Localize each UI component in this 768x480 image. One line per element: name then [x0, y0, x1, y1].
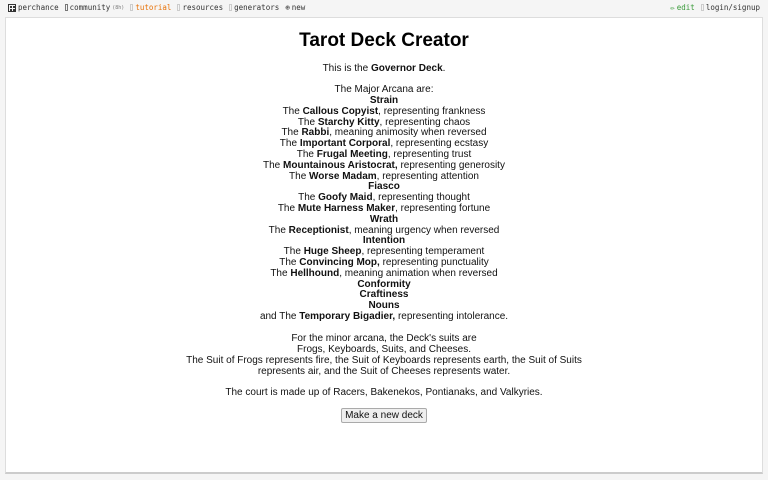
arcana-group-heading: Nouns [368, 300, 400, 312]
court-line: The court is made up of Racers, Bakenekos, Pontianaks, and Valkyries. [225, 387, 543, 398]
plus-circle-icon: ⊕ [285, 3, 290, 12]
card-name: Mute Harness Maker [297, 202, 396, 214]
intro-line: This is the Governor Deck. [322, 63, 446, 74]
minor-arcana-line-2: Frogs, Keyboards, Suits, and Cheeses. [297, 344, 471, 355]
minor-arcana-line-3: The Suit of Frogs represents fire, the Suit of Keyboards represents earth, the Suit of Suits [186, 355, 582, 366]
arcana-group-heading: Craftiness [359, 289, 409, 301]
nav-tutorial-label: tutorial [135, 3, 172, 12]
card-name: Mountainous Aristocrat, [283, 159, 398, 171]
card-name: Goofy Maid [318, 192, 373, 204]
minor-arcana-line-4: represents air, and the Suit of Cheeses represents water. [257, 366, 511, 377]
box-icon [130, 4, 133, 11]
card-name: Convincing Mop, [299, 256, 380, 268]
arcana-card: The Callous Copyist, representing frankness [282, 105, 486, 117]
card-name: Temporary Bigadier, [299, 310, 396, 322]
nav-login-label: login/signup [705, 3, 760, 12]
pencil-icon: ✏ [670, 3, 675, 12]
arcana-card: The Goofy Maid, representing thought [298, 192, 470, 204]
arcana-card: The Rabbi, meaning animosity when reversed [281, 127, 487, 139]
nav-generators-label: generators [234, 3, 280, 12]
nav-resources[interactable] [177, 3, 223, 12]
arcana-card: The Huge Sheep, representing temperament [283, 246, 485, 258]
arcana-group-heading: Strain [369, 95, 399, 106]
arcana-card: The Hellhound, meaning animation when reversed [270, 267, 498, 279]
nav-edit-label: edit [676, 3, 695, 12]
arcana-card: The Mute Harness Maker, representing fortune [277, 202, 491, 214]
top-nav-right [670, 3, 760, 12]
make-new-deck-button[interactable]: Make a new deck [341, 408, 427, 423]
arcana-card: The Starchy Kitty, representing chaos [297, 116, 471, 128]
arcana-card: The Mountainous Aristocrat, representing generosity [263, 159, 505, 171]
deck-name: Governor Deck [370, 63, 443, 74]
nav-login[interactable] [701, 3, 760, 12]
nav-resources-label: resources [182, 3, 224, 12]
nav-generators[interactable] [229, 3, 279, 12]
arcana-card: The Frugal Meeting, representing trust [296, 148, 472, 160]
card-name: Hellhound [290, 267, 340, 279]
box-icon [229, 4, 232, 11]
card-name: Callous Copyist [302, 105, 379, 117]
box-icon [65, 4, 68, 11]
arcana-group-heading: Fiasco [368, 181, 400, 193]
card-name: Important Corporal [299, 138, 391, 150]
major-arcana-heading: The Major Arcana are: [334, 84, 434, 95]
arcana-group-heading: Wrath [369, 213, 399, 225]
dice-icon [8, 4, 16, 12]
nav-tutorial[interactable] [130, 3, 171, 12]
arcana-card: and The Temporary Bigadier, representing intolerance. [259, 310, 509, 322]
arcana-card: The Convincing Mop, representing punctuality [279, 256, 489, 268]
card-name: Frugal Meeting [316, 148, 388, 160]
nav-edit[interactable] [670, 3, 695, 12]
nav-community-label: community [69, 3, 111, 12]
nav-perchance[interactable] [8, 3, 59, 12]
arcana-group-heading: Intention [362, 235, 406, 247]
box-icon [701, 4, 704, 11]
card-name: Rabbi [301, 127, 330, 139]
top-nav-left [8, 3, 305, 12]
nav-perchance-label: perchance [18, 3, 59, 12]
minor-arcana-line-1: For the minor arcana, the Deck's suits are [291, 333, 477, 344]
nav-new-label: new [291, 3, 306, 12]
page-title: Tarot Deck Creator [299, 30, 469, 51]
box-icon [177, 4, 180, 11]
card-name: Worse Madam [309, 170, 377, 182]
arcana-group-heading: Conformity [357, 278, 411, 290]
arcana-card: The Worse Madam, representing attention [289, 170, 479, 182]
card-name: Huge Sheep [303, 246, 362, 258]
nav-community[interactable] [65, 3, 125, 12]
card-name: Starchy Kitty [317, 116, 380, 128]
top-nav-bar [0, 0, 768, 16]
nav-community-badge: (8h) [112, 4, 125, 11]
card-name: Receptionist [288, 224, 349, 236]
arcana-card: The Important Corporal, representing ecstasy [279, 138, 489, 150]
arcana-card: The Receptionist, meaning urgency when reversed [268, 224, 500, 236]
major-arcana-list [0, 96, 768, 323]
nav-new[interactable] [285, 3, 305, 12]
